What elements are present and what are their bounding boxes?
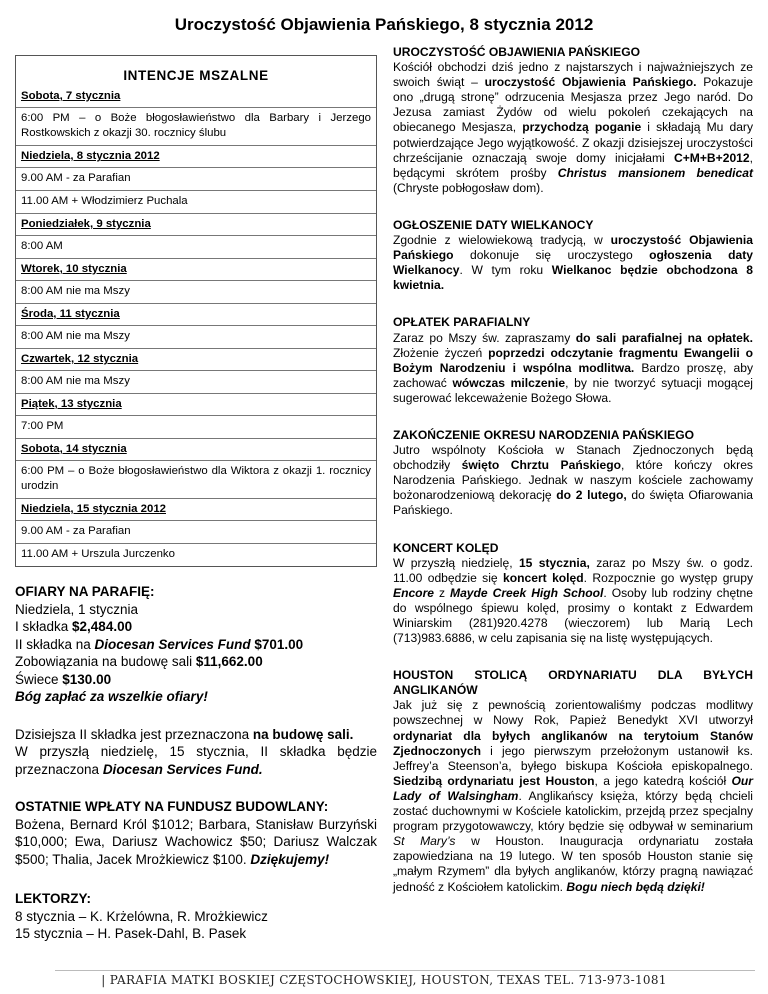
oplatek-section — [393, 315, 753, 406]
mass-intention-entry: 8:00 AM nie ma Mszy — [16, 370, 376, 393]
lectors-title: LEKTORZY: — [15, 891, 91, 906]
offerings-first-collection: I składka $2,484.00 — [15, 619, 133, 634]
mass-day-heading: Niedziela, 15 stycznia 2012 — [16, 498, 376, 520]
offerings-candles: Świece $130.00 — [15, 671, 112, 687]
ordinariate-title: HOUSTON STOLICĄ ORDYNARIATU DLA BYŁYCH ANGLIKANÓW — [393, 668, 753, 698]
mass-intentions-box — [15, 55, 377, 567]
mass-intention-entry: 8:00 AM nie ma Mszy — [16, 280, 376, 303]
mass-intention-entry: 6:00 PM – o Boże błogosławieństwo dla Wiktora z okazji 1. rocznicy urodzin — [16, 460, 376, 498]
easter-date-text: Zgodnie z wielowiekową tradycją, w uroczystość Objawienia Pańskiego dokonuje się uroczystego ogłoszenia daty Wielkanocy. W tym roku Wielkanoc będzie obchodzona 8 kwietnia. — [393, 233, 753, 293]
mass-intentions-list — [16, 86, 376, 566]
christmas-end-title: ZAKOŃCZENIE OKRESU NARODZENIA PAŃSKIEGO — [393, 427, 695, 442]
ordinariate-text: Jak już się z pewnością zorientowaliśmy podczas modlitwy powszechnej w Nowy Rok, Papież Benedykt XVI utworzył ordynariat dla byłych anglikanów na terytoium Stanów Zjednoczonych i jego pierwszym przełożonym ustanowił ks. Jeffrey’a Steenson’a, byłego biskupa Kościoła episkopalnego. Siedzibą ordynariatu jest Houston, a jego katedrą kościół Our Lady of Walsingham. Anglikańscy księża, którzy będą chcieli zostać duchownymi w Kościele katolickim, przejdą przez specjalny program przygotowawczy, który będzie się odbywał w seminarium St Mary’s w Houston. Inauguracja ordynariatu została zapowiedziana na 19 lutego. W ten sposób Houston stanie się „małym Rzymem” dla byłych anglikanów, którzy pragną nawiązać jedność z Kościołem katolickim. Bogu niech będą dzięki! — [393, 698, 753, 894]
ordinariate-section — [393, 668, 753, 894]
mass-intention-entry: 7:00 PM — [16, 415, 376, 438]
offerings-section — [15, 583, 377, 706]
mass-intentions-title: INTENCJE MSZALNE — [123, 68, 269, 83]
mass-intention-entry: 11.00 AM + Urszula Jurczenko — [16, 543, 376, 566]
christmas-end-section — [393, 428, 753, 519]
right-column — [393, 45, 753, 895]
mass-intention-entry: 11.00 AM + Włodzimierz Puchala — [16, 190, 376, 213]
mass-day-heading: Wtorek, 10 stycznia — [16, 258, 376, 280]
page-title: Uroczystość Objawienia Pańskiego, 8 stycznia 2012 — [174, 15, 594, 34]
mass-day-heading: Środa, 11 stycznia — [16, 303, 376, 325]
carol-concert-title: KONCERT KOLĘD — [393, 540, 499, 555]
epiphany-title: UROCZYSTOŚĆ OBJAWIENIA PAŃSKIEGO — [393, 45, 641, 59]
easter-date-section — [393, 218, 753, 293]
epiphany-section — [393, 45, 753, 196]
oplatek-text: Zaraz po Mszy św. zapraszamy do sali parafialnej na opłatek. Złożenie życzeń poprzedzi odczytanie fragmentu Ewangelii o Bożym Narodzeniu i wspólna modlitwa. Bardzo proszę, aby zachować wówczas milczenie, by nie tworzyć sytuacji mogącej sugerować lekceważenie Bożego Słowa. — [393, 330, 753, 405]
second-collection-next: W przyszłą niedzielę, 15 stycznia, II składka będzie przeznaczona Diocesan Services Fund. — [15, 744, 377, 777]
oplatek-title: OPŁATEK PARAFIALNY — [393, 315, 531, 330]
mass-intention-entry: 6:00 PM – o Boże błogosławieństwo dla Barbary i Jerzego Rostkowskich z okazji 30. rocznicy ślubu — [16, 107, 376, 145]
mass-day-heading: Poniedziałek, 9 stycznia — [16, 213, 376, 235]
left-column — [15, 55, 377, 943]
mass-day-heading: Niedziela, 8 stycznia 2012 — [16, 145, 376, 167]
offerings-thanks: Bóg zapłać za wszelkie ofiary! — [15, 689, 208, 704]
mass-day-heading: Piątek, 13 stycznia — [16, 393, 376, 415]
offerings-date: Niedziela, 1 stycznia — [15, 601, 139, 617]
second-collection-section — [15, 726, 377, 779]
footer-divider — [55, 970, 755, 971]
carol-concert-text: W przyszłą niedzielę, 15 stycznia, zaraz po Mszy św. o godz. 11.00 odbędzie się koncert kolęd. Rozpocznie go występ grupy Encore z Mayde Creek High School. Osoby lub rodziny chętne do wspólnego śpiewu kolęd, prosimy o kontakt z Edwardem Winiarskim (281)920.4278 (wieczorem) lub Marią Lech (713)983.6886, w celu zapisania się na listę występujących. — [393, 555, 753, 646]
lectors-line: 15 stycznia – H. Pasek-Dahl, B. Pasek — [15, 926, 247, 941]
epiphany-text: Kościół obchodzi dziś jedno z najstarszych i najważniejszych ze swoich świąt – uroczystość Objawienia Pańskiego. Pokazuje ono „drugą stronę” odrzucenia Mesjasza przez Jego naród. Do Jezusa zamiast Żydów od wielu pokoleń czekających na obiecanego Mesjasza, przychodzą poganie i składają Mu dary potwierdzające Jego wyjątkowość. Z okazji dzisiejszej uroczystości chrześcijanie oznaczają swoje domy inicjałami C+M+B+2012, będącymi skrótem prośby Christus mansionem benedicat (Chryste pobłogosław dom). — [393, 60, 754, 195]
mass-intention-entry: 8:00 AM nie ma Mszy — [16, 325, 376, 348]
carol-concert-section — [393, 541, 753, 647]
mass-day-heading: Sobota, 14 stycznia — [16, 438, 376, 460]
easter-date-title: OGŁOSZENIE DATY WIELKANOCY — [393, 217, 594, 232]
mass-intention-entry: 9.00 AM - za Parafian — [16, 520, 376, 543]
mass-day-heading: Sobota, 7 stycznia — [21, 90, 121, 102]
lectors-line: 8 stycznia – K. Krżelówna, R. Mrożkiewicz — [15, 908, 268, 924]
mass-intention-entry: 9.00 AM - za Parafian — [16, 167, 376, 190]
building-fund-section — [15, 798, 377, 868]
offerings-pledges: Zobowiązania na budowę sali $11,662.00 — [15, 654, 263, 669]
page-footer: | PARAFIA MATKI BOSKIEJ CZĘSTOCHOWSKIEJ, HOUSTON, TEXAS TEL. 713-973-1081 — [101, 973, 667, 987]
second-collection-today: Dzisiejsza II składka jest przeznaczona na budowę sali. — [15, 726, 354, 742]
building-fund-title: OSTATNIE WPŁATY NA FUNDUSZ BUDOWLANY: — [15, 799, 329, 814]
building-fund-donors: Bożena, Bernard Król $1012; Barbara, Stanisław Burzyński $10,000; Ewa, Dariusz Wachowicz $50; Dariusz Walczak $500; Thalia, Jacek Mrożkiewicz $100. Dziękujemy! — [15, 816, 377, 867]
mass-intention-entry: 8:00 AM — [16, 235, 376, 258]
lectors-section — [15, 890, 377, 943]
christmas-end-text: Jutro wspólnoty Kościoła w Stanach Zjednoczonych będą obchodziły święto Chrztu Pańskiego, które kończy okres Narodzenia Pańskiego. Jednak w naszym kościele zachowamy bożonarodzeniową dekorację do 2 lutego, do święta Ofiarowania Pańskiego. — [393, 443, 754, 518]
offerings-title: OFIARY NA PARAFIĘ: — [15, 584, 155, 599]
offerings-second-collection: II składka na Diocesan Services Fund $701.00 — [15, 636, 304, 652]
mass-day-heading: Czwartek, 12 stycznia — [16, 348, 376, 370]
